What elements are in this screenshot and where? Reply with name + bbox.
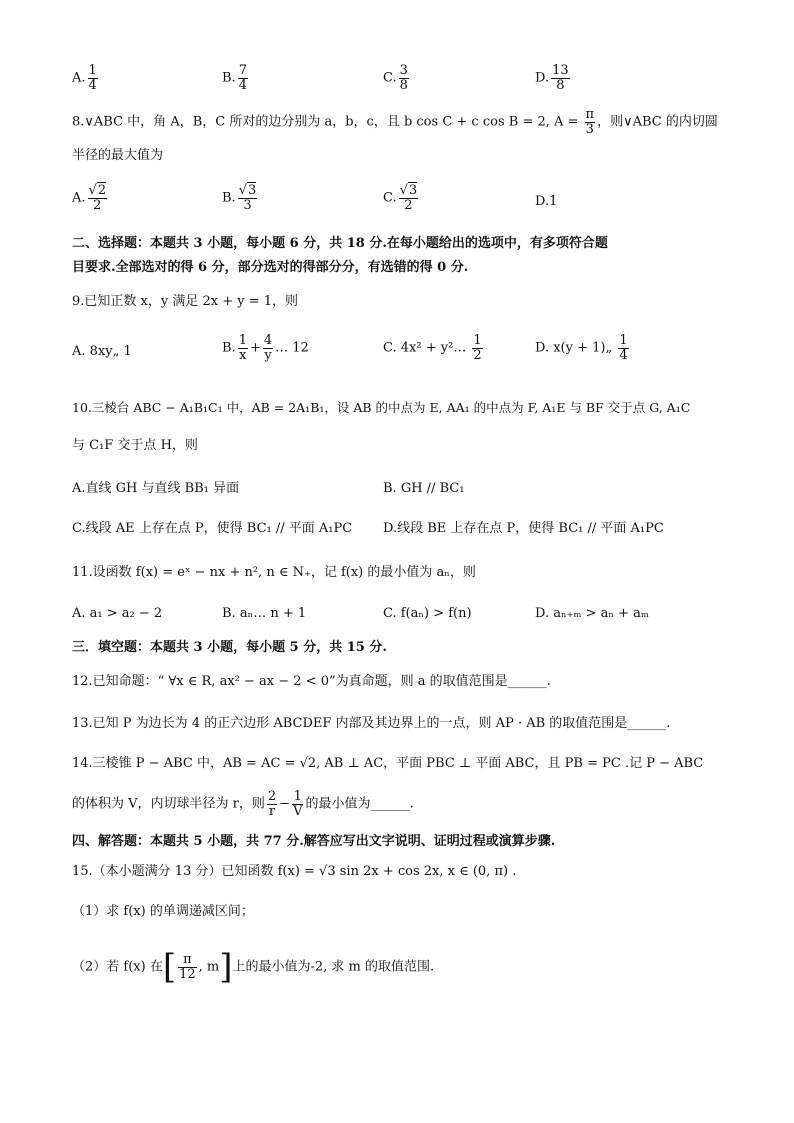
q11-stem: 11.设函数 f(x) = eˣ − nx + n², n ∈ N₊，记 f(x) 的最小值为 aₙ，则	[72, 565, 476, 580]
section3-heading: 三．填空题：本题共 3 小题，每小题 5 分，共 15 分.	[72, 640, 387, 655]
q7-option-a: A. $\frac{1}{4}$	[72, 63, 97, 93]
q14-stem: 14.三棱锥 P − ABC 中，AB = AC = √2, AB ⊥ AC，平面 PBC ⊥ 平面 ABC，且 PB = PC .记 P − ABC	[72, 756, 704, 771]
q8-option-c: C. $\frac{√3}{2}$	[383, 183, 418, 213]
section2-heading: 二、选择题：本题共 3 小题，每小题 6 分，共 18 分.在每小题给出的选项中，有多项符合题	[72, 236, 608, 251]
q10-option-a: A.直线 GH 与直线 BB₁ 异面	[72, 481, 240, 496]
q11-option-c: C. f(aₙ) > f(n)	[383, 606, 472, 621]
q15-stem: 15.（本小题满分 13 分）已知函数 f(x) = √3 sin 2x + cos 2x, x ∈ (0, π) .	[72, 864, 517, 879]
q15-part1: （1）求 f(x) 的单调递减区间；	[72, 904, 254, 919]
q9-option-d: D. x(y + 1)„ $\frac{1}{4}$	[535, 333, 628, 363]
q9-option-a: A. 8xy„ 1	[72, 344, 132, 359]
q13-text: 13.已知 P 为边长为 4 的正六边形 ABCDEF 内部及其边界上的一点，则 AP · AB 的取值范围是______.	[72, 716, 671, 731]
q11-option-d: D. aₙ₊ₘ > aₙ + aₘ	[535, 606, 649, 621]
q12-text: 12.已知命题：“ ∀x ∈ R, ax² − ax − 2 < 0”为真命题，则 a 的取值范围是______.	[72, 674, 551, 689]
q10-stem: 10.三棱台 ABC − A₁B₁C₁ 中，AB = 2A₁B₁，设 AB 的中点为 E, AA₁ 的中点为 F, A₁E 与 BF 交于点 G, A₁C	[72, 400, 691, 415]
q15-part2: （2）若 f(x) 在[ $\frac{\pi}{12}$ , m]上的最小值为-2, 求 m 的取值范围.	[72, 947, 435, 987]
q9-option-b: B. $\frac{1}{x}$ + $\frac{4}{y}$ … 12	[222, 333, 309, 363]
q8-stem: 8.∨ABC 中，角 A，B，C 所对的边分别为 a，b，c，且 b cos C + c cos B = 2, A = $\frac{\pi}{3}$ ，则∨ABC 的内切圆	[72, 107, 718, 137]
q10-option-c: C.线段 AE 上存在点 P，使得 BC₁ // 平面 A₁PC	[72, 521, 353, 536]
q10-option-d: D.线段 BE 上存在点 P，使得 BC₁ // 平面 A₁PC	[383, 521, 664, 536]
q11-option-b: B. aₙ… n + 1	[222, 606, 307, 621]
q8-option-d: D.1	[535, 194, 558, 209]
q7-option-d: D. $\frac{13}{8}$	[535, 63, 569, 93]
q11-option-a: A. a₁ > a₂ − 2	[72, 606, 163, 621]
q14-stem-line2: 的体积为 V，内切球半径为 r，则 $\frac{2}{r}$ − $\frac{1}{V}$ 的最小值为______.	[72, 789, 414, 819]
q8-option-b: B. $\frac{√3}{3}$	[222, 183, 257, 213]
q10-stem-line2: 与 C₁F 交于点 H，则	[72, 438, 198, 453]
q8-stem-line2: 半径的最大值为	[72, 148, 164, 163]
q10-option-b: B. GH // BC₁	[383, 481, 465, 496]
section4-heading: 四、解答题：本题共 5 小题，共 77 分.解答应写出文字说明、证明过程或演算步骤.	[72, 834, 556, 849]
q9-stem: 9.已知正数 x，y 满足 2x + y = 1，则	[72, 294, 299, 309]
q7-option-b: B. $\frac{7}{4}$	[222, 63, 247, 93]
section2-heading-line2: 目要求.全部选对的得 6 分，部分选对的得部分分，有选错的得 0 分.	[72, 260, 469, 275]
q8-option-a: A. $\frac{√2}{2}$	[72, 183, 107, 213]
q9-option-c: C. 4x² + y²… $\frac{1}{2}$	[383, 333, 482, 363]
q7-option-c: C. $\frac{3}{8}$	[383, 63, 408, 93]
